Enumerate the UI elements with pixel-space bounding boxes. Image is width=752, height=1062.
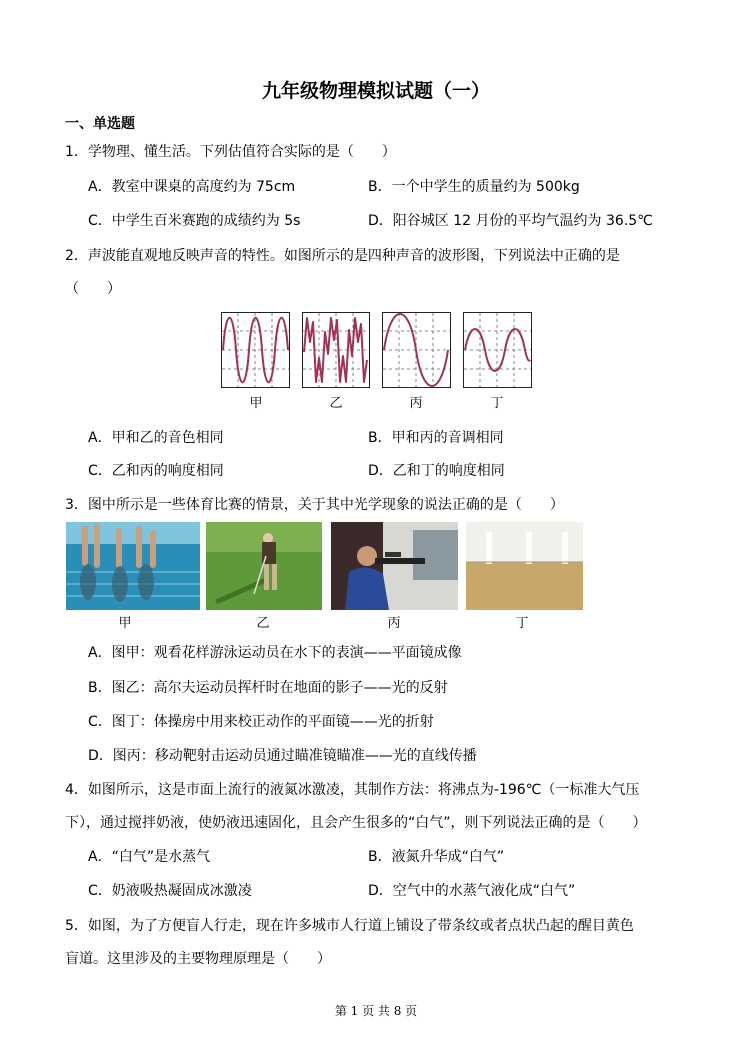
q2-option-a: A．甲和乙的音色相同 — [88, 430, 224, 446]
q2-option-c: C．乙和丙的响度相同 — [88, 463, 224, 479]
q4-option-b: B．液氮升华成“白气” — [368, 849, 505, 865]
q2-option-b: B．甲和丙的音调相同 — [368, 430, 504, 446]
waveform-yi — [302, 312, 370, 388]
photo-label-yi: 乙 — [256, 616, 270, 631]
q3-option-c: C．图丁：体操房中用来校正动作的平面镜——光的折射 — [88, 714, 434, 730]
question-4-line-2: 下），通过搅拌奶液，使奶液迅速固化，且会产生很多的“白气”，则下列说法正确的是（ ） — [65, 815, 647, 831]
wave-label-bing: 丙 — [409, 396, 423, 411]
waveform-jia — [221, 312, 290, 388]
wave-label-jia: 甲 — [249, 396, 263, 411]
q4-option-c: C．奶液吸热凝固成冰激凌 — [88, 883, 252, 899]
question-2-line-2: （ ） — [65, 281, 121, 297]
photo-golf-swing — [206, 522, 322, 610]
section-heading: 一、单选题 — [65, 116, 135, 132]
q3-option-b: B．图乙：高尔夫运动员挥杆时在地面的影子——光的反射 — [88, 680, 448, 696]
photo-label-jia: 甲 — [118, 616, 132, 631]
q1-option-b: B．一个中学生的质量约为 500kg — [368, 179, 580, 195]
q3-option-d: D．图丙：移动靶射击运动员通过瞄准镜瞄准——光的直线传播 — [88, 748, 477, 764]
q1-option-c: C．中学生百米赛跑的成绩约为 5s — [88, 213, 301, 229]
q4-option-a: A．“白气”是水蒸气 — [88, 849, 211, 865]
photo-shooting — [331, 522, 458, 610]
q4-option-d: D．空气中的水蒸气液化成“白气” — [368, 883, 576, 899]
question-4-line-1: 4．如图所示，这是市面上流行的液氮冰激凌，其制作方法：将沸点为-196℃（一标准大气压 — [65, 782, 640, 798]
question-2-line-1: 2．声波能直观地反映声音的特性。如图所示的是四种声音的波形图，下列说法中正确的是 — [65, 248, 620, 264]
page-footer: 第 1 页 共 8 页 — [334, 1004, 418, 1018]
photo-synchronized-swimming — [66, 522, 200, 610]
photo-label-ding: 丁 — [515, 616, 529, 631]
q3-option-a: A．图甲：观看花样游泳运动员在水下的表演——平面镜成像 — [88, 645, 462, 661]
waveform-ding — [463, 312, 532, 388]
q2-option-d: D．乙和丁的响度相同 — [368, 463, 505, 479]
photo-gym-mirror — [466, 522, 583, 610]
question-3: 3．图中所示是一些体育比赛的情景，关于其中光学现象的说法正确的是（ ） — [65, 497, 564, 513]
question-1: 1．学物理、懂生活。下列估值符合实际的是（ ） — [65, 144, 396, 160]
question-5-line-2: 盲道。这里涉及的主要物理原理是（ ） — [65, 951, 331, 967]
q1-option-a: A．教室中课桌的高度约为 75cm — [88, 179, 296, 195]
wave-label-ding: 丁 — [490, 396, 504, 411]
photo-label-bing: 丙 — [387, 616, 401, 631]
wave-label-yi: 乙 — [329, 396, 343, 411]
question-5-line-1: 5．如图，为了方便盲人行走，现在许多城市人行道上铺设了带条纹或者点状凸起的醒目黄色 — [65, 918, 634, 934]
q1-option-d: D．阳谷城区 12 月份的平均气温约为 36.5℃ — [368, 213, 653, 229]
waveform-bing — [382, 312, 451, 388]
page-title: 九年级物理模拟试题（一） — [261, 80, 490, 102]
